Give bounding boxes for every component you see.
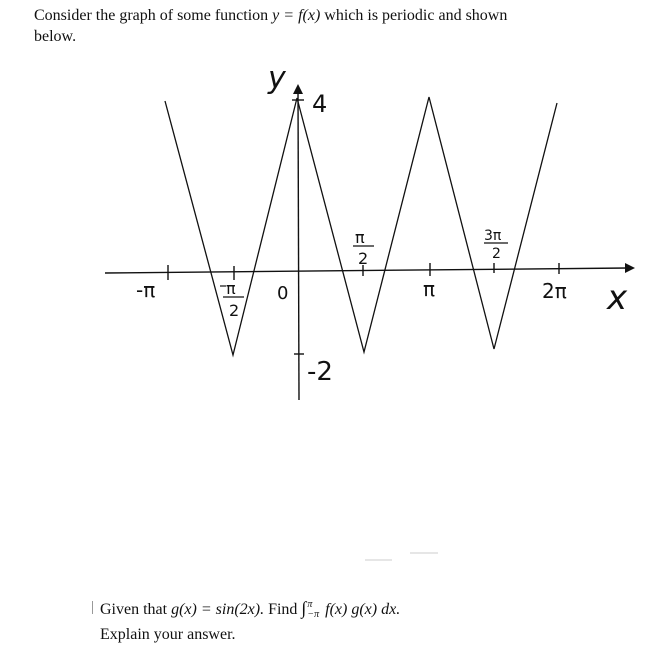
question-line-1 [100,596,620,622]
svg-text:2: 2 [492,246,501,262]
svg-text:π: π [226,279,236,298]
question-find: Find [264,601,302,618]
svg-text:2: 2 [358,249,369,268]
tick-label-half-pi [353,228,374,268]
question-prefix: Given that [100,601,172,618]
origin-label: 0 [277,283,289,304]
question-block [100,596,620,647]
intro-function-expression: y = f(x) [272,7,321,24]
function-curve [165,97,557,355]
svg-text:2: 2 [229,301,240,320]
y-axis-arrow [293,84,303,94]
integral-sign: ∫ [301,598,307,618]
g-definition: g(x) = sin(2x). [171,601,265,618]
x-axis [105,268,628,273]
integrand: f(x) g(x) dx. [321,601,401,618]
integral-lower-limit: −π [307,609,320,621]
svg-text:3π: 3π [484,228,502,244]
question-line-2: Explain your answer. [100,626,236,643]
question-marker [92,601,93,614]
tick-label-three-half-pi [484,228,508,262]
y-max-label: 4 [312,90,328,118]
intro-line-2: below. [34,28,77,45]
intro-text-after: which is periodic and shown [320,7,508,24]
tick-label-neg-half-pi [220,279,244,320]
x-axis-label: x [607,278,628,318]
x-axis-arrow [625,263,635,273]
intro-text-before: Consider the graph of some function [34,7,273,24]
svg-text:π: π [355,228,365,247]
y-min-label: -2 [307,357,333,387]
integral-upper-limit: π [307,599,313,611]
y-axis-label: y [268,61,286,96]
tick-label-neg-pi: -π [136,278,156,302]
tick-label-two-pi: 2π [542,279,567,303]
tick-label-pi: π [423,277,436,301]
